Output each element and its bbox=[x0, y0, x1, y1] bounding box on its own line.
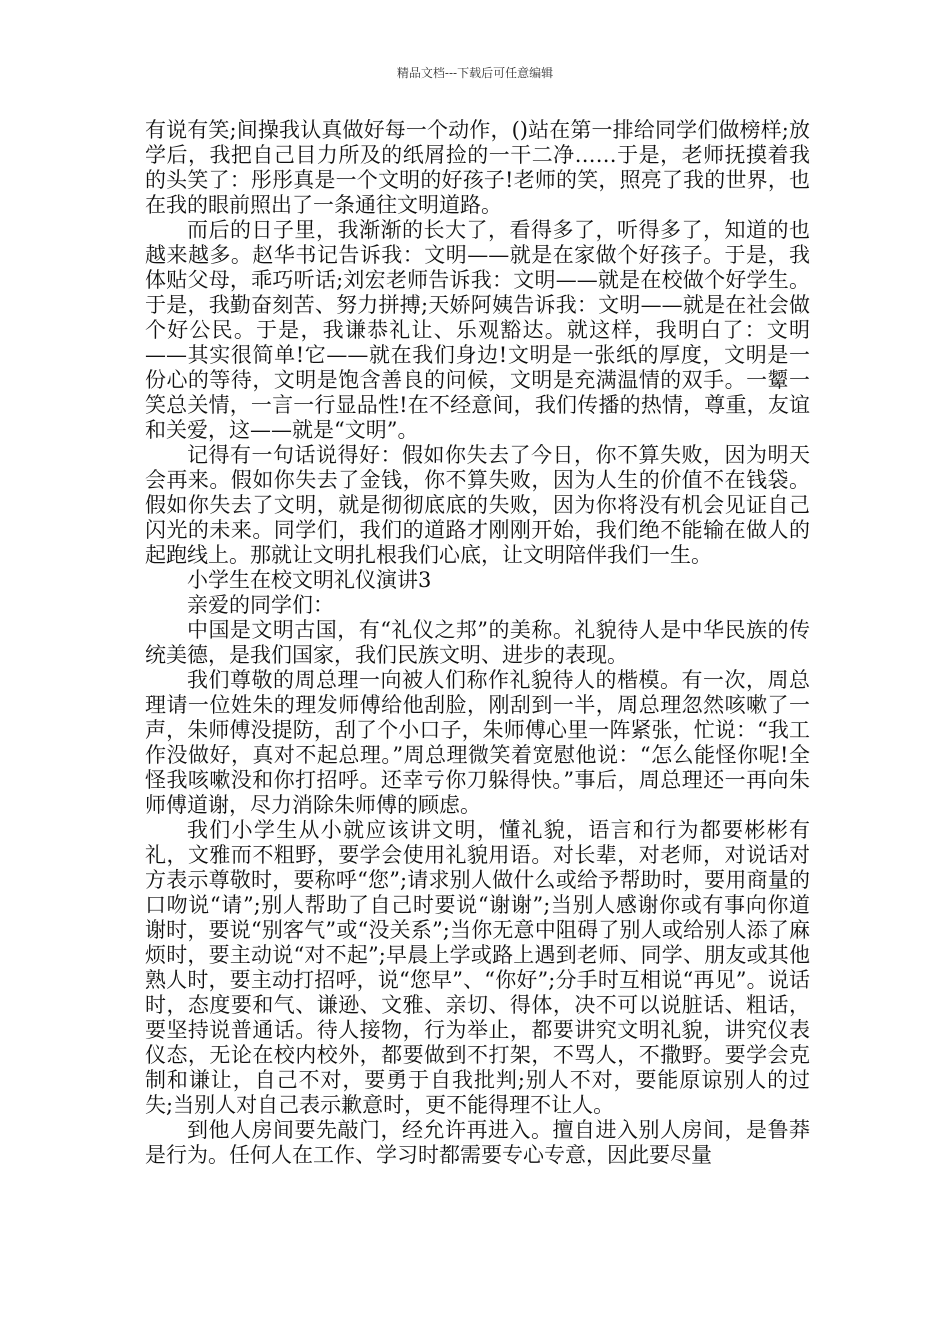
paragraph-continued: 有说有笑;间操我认真做好每一个动作，()站在第一排给同学们做榜样;放学后，我把自己目力所及的纸屑捡的一干二净……于是，老师抚摸着我的头笑了：彤彤真是一个文明的好孩子!老师的笑，照亮了我的世界，也在我的眼前照出了一条通往文明道路。 bbox=[145, 118, 810, 217]
paragraph: 我们小学生从小就应该讲文明，懂礼貌，语言和行为都要彬彬有礼，文雅而不粗野，要学会使用礼貌用语。对长辈，对老师，对说话对方表示尊敬时，要称呼“您”;请求别人做什么或给予帮助时，要用商量的口吻说“请”;别人帮助了自己时要说“谢谢”;当别人感谢你或有事向你道谢时，要说“别客气”或“没关系”;当你无意中阻碍了别人或给别人添了麻烦时，要主动说“对不起”;早晨上学或路上遇到老师、同学、朋友或其他熟人时，要主动打招呼，说“您早”、“你好”;分手时互相说“再见”。说话时，态度要和气、谦逊、文雅、亲切、得体，决不可以说脏话、粗话，要坚持说普通话。待人接物，行为举止，都要讲究文明礼貌，讲究仪表仪态，无论在校内校外，都要做到不打架，不骂人，不撒野。要学会克制和谦让，自己不对，要勇于自我批判;别人不对，要能原谅别人的过失;当别人对自己表示歉意时，更不能得理不让人。 bbox=[145, 818, 810, 1117]
salutation: 亲爱的同学们： bbox=[187, 593, 334, 617]
paragraph: 中国是文明古国，有“礼仪之邦”的美称。礼貌待人是中华民族的传统美德，是我们国家，我们民族文明、进步的表现。 bbox=[145, 618, 810, 667]
document-body bbox=[145, 118, 810, 1168]
paragraph: 到他人房间要先敲门，经允许再进入。擅自进入别人房间，是鲁莽是行为。任何人在工作、学习时都需要专心专意，因此要尽量 bbox=[145, 1118, 810, 1167]
section-title: 小学生在校文明礼仪演讲3 bbox=[187, 568, 432, 592]
paragraph: 记得有一句话说得好：假如你失去了今日，你不算失败，因为明天会再来。假如你失去了金钱，你不算失败，因为人生的价值不在钱袋。假如你失去了文明，就是彻彻底底的失败，因为你将没有机会见证自己闪光的未来。同学们，我们的道路才刚刚开始，我们绝不能输在做人的起跑线上。那就让文明扎根我们心底，让文明陪伴我们一生。 bbox=[145, 443, 810, 567]
paragraph: 我们尊敬的周总理一向被人们称作礼貌待人的楷模。有一次，周总理请一位姓朱的理发师傅给他刮脸，刚刮到一半，周总理忽然咳嗽了一声，朱师傅没提防，刮了个小口子，朱师傅心里一阵紧张，忙说：“我工作没做好，真对不起总理。”周总理微笑着宽慰他说：“怎么能怪你呢!全怪我咳嗽没和你打招呼。还幸亏你刀躲得快。”事后，周总理还一再向朱师傅道谢，尽力消除朱师傅的顾虑。 bbox=[145, 668, 810, 817]
page-header: 精品文档---下载后可任意编辑 bbox=[396, 66, 554, 80]
paragraph: 而后的日子里，我渐渐的长大了，看得多了，听得多了，知道的也越来越多。赵华书记告诉我：文明——就是在家做个好孩子。于是，我体贴父母，乖巧听话;刘宏老师告诉我：文明——就是在校做个好学生。于是，我勤奋刻苦、努力拼搏;天娇阿姨告诉我：文明——就是在社会做个好公民。于是，我谦恭礼让、乐观豁达。就这样，我明白了：文明——其实很简单!它——就在我们身边!文明是一张纸的厚度，文明是一份心的等待，文明是饱含善良的问候，文明是充满温情的双手。一颦一笑总关情，一言一行显品性!在不经意间，我们传播的热情，尊重，友谊和关爱，这——就是“文明”。 bbox=[145, 218, 810, 442]
